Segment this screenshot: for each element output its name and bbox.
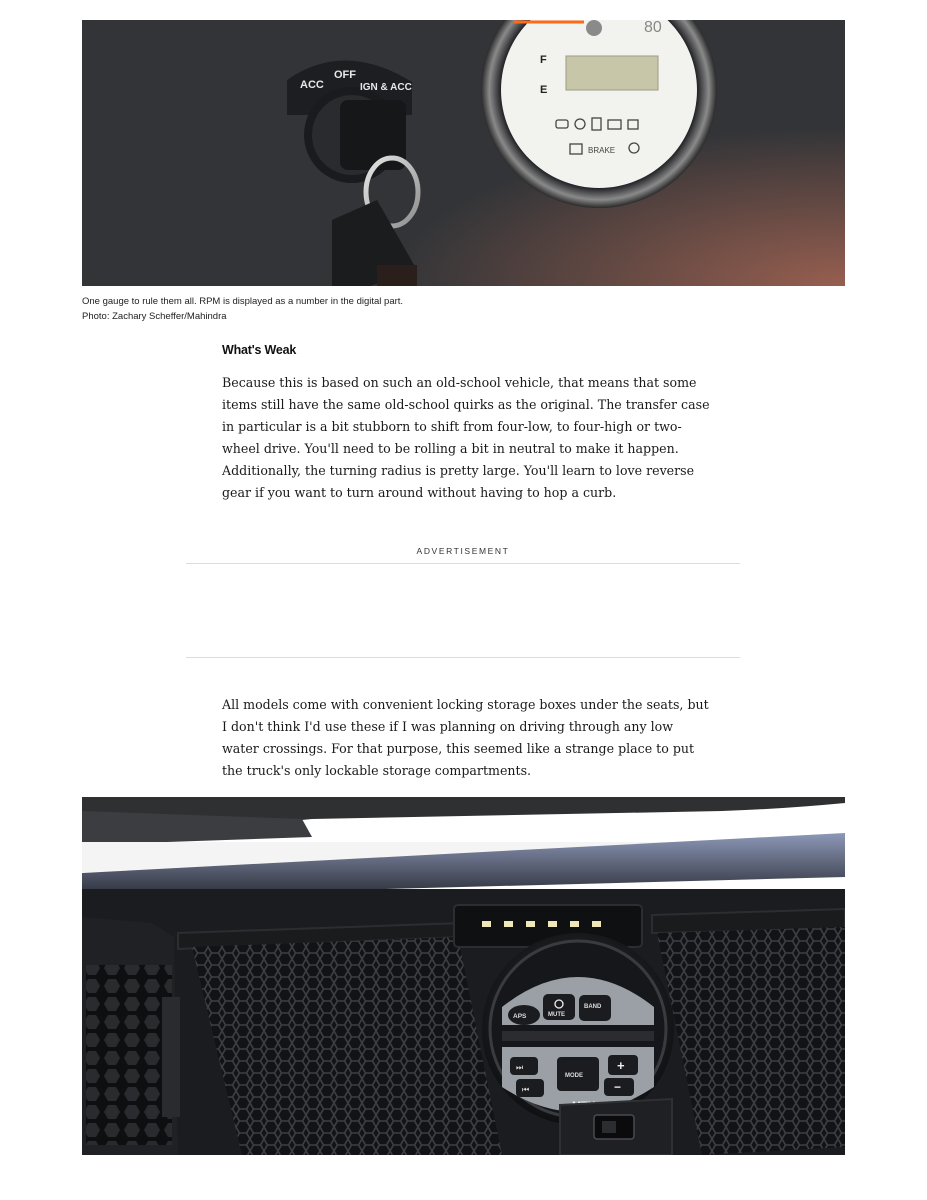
article-paragraph: All models come with convenient locking storage boxes under the seats, but I don't think I'd use these if I was planning on driving through any low water crossings. For that purpose, this seemed like a strange place to put the truck's only lockable storage compartments. (222, 697, 709, 778)
section-heading: What's Weak (222, 343, 297, 357)
stereo-prev-button[interactable] (516, 1079, 544, 1097)
left-speaker (82, 917, 180, 1155)
ad-top-divider (186, 563, 740, 564)
gauge-number: 80 (644, 20, 662, 36)
stereo-mode-button[interactable] (557, 1057, 599, 1091)
rocker-switch-mount (560, 1099, 672, 1155)
svg-text:−: − (614, 1080, 622, 1094)
caption-credit: Photo: Zachary Scheffer/Mahindra (82, 311, 227, 322)
switch-off-label: OFF (334, 69, 356, 81)
article-paragraph: Because this is based on such an old-school vehicle, that means that some items still have the same old-school quirks as the original. The transfer case in particular is a bit stubborn to shift from four-low, to four-high or two-wheel drive. You'll need to be rolling a bit in neutral to make it happen. Additionally, the turning radius is pretty large. You'll learn to love reverse gear if you want to turn around without having to hop a curb. (222, 375, 710, 500)
gauge-brake-label: BRAKE (588, 146, 616, 155)
stereo-volume-up-button[interactable] (608, 1055, 638, 1075)
switch-acc-label: ACC (300, 79, 324, 91)
switch-ign-label: IGN & ACC (360, 82, 412, 93)
svg-text:MODE: MODE (565, 1073, 583, 1079)
stereo-volume-down-button[interactable] (604, 1078, 634, 1096)
ignition-gauge-photo (82, 20, 845, 286)
stereo-head-unit (482, 933, 674, 1125)
advertisement-label: ADVERTISEMENT (416, 546, 510, 556)
stereo-aps-button[interactable] (508, 1005, 540, 1025)
gauge-full-letter: F (540, 54, 547, 66)
svg-text:MUTE: MUTE (548, 1012, 565, 1018)
svg-text:+: + (617, 1058, 625, 1073)
svg-text:APS: APS (513, 1013, 527, 1020)
gauge-empty-letter: E (540, 84, 548, 96)
stereo-mute-button[interactable] (543, 994, 575, 1020)
skip-forward-icon: ⏭ (516, 1063, 524, 1072)
stereo-band-button[interactable] (579, 995, 611, 1021)
photo-caption (82, 294, 782, 324)
soundbar-photo (82, 797, 845, 1155)
svg-text:BAND: BAND (584, 1004, 602, 1010)
stereo-next-button[interactable] (510, 1057, 538, 1075)
ad-bottom-divider (186, 657, 740, 658)
caption-text: One gauge to rule them all. RPM is displayed as a number in the digital part. (82, 296, 404, 307)
skip-back-icon: ⏮ (522, 1085, 530, 1094)
